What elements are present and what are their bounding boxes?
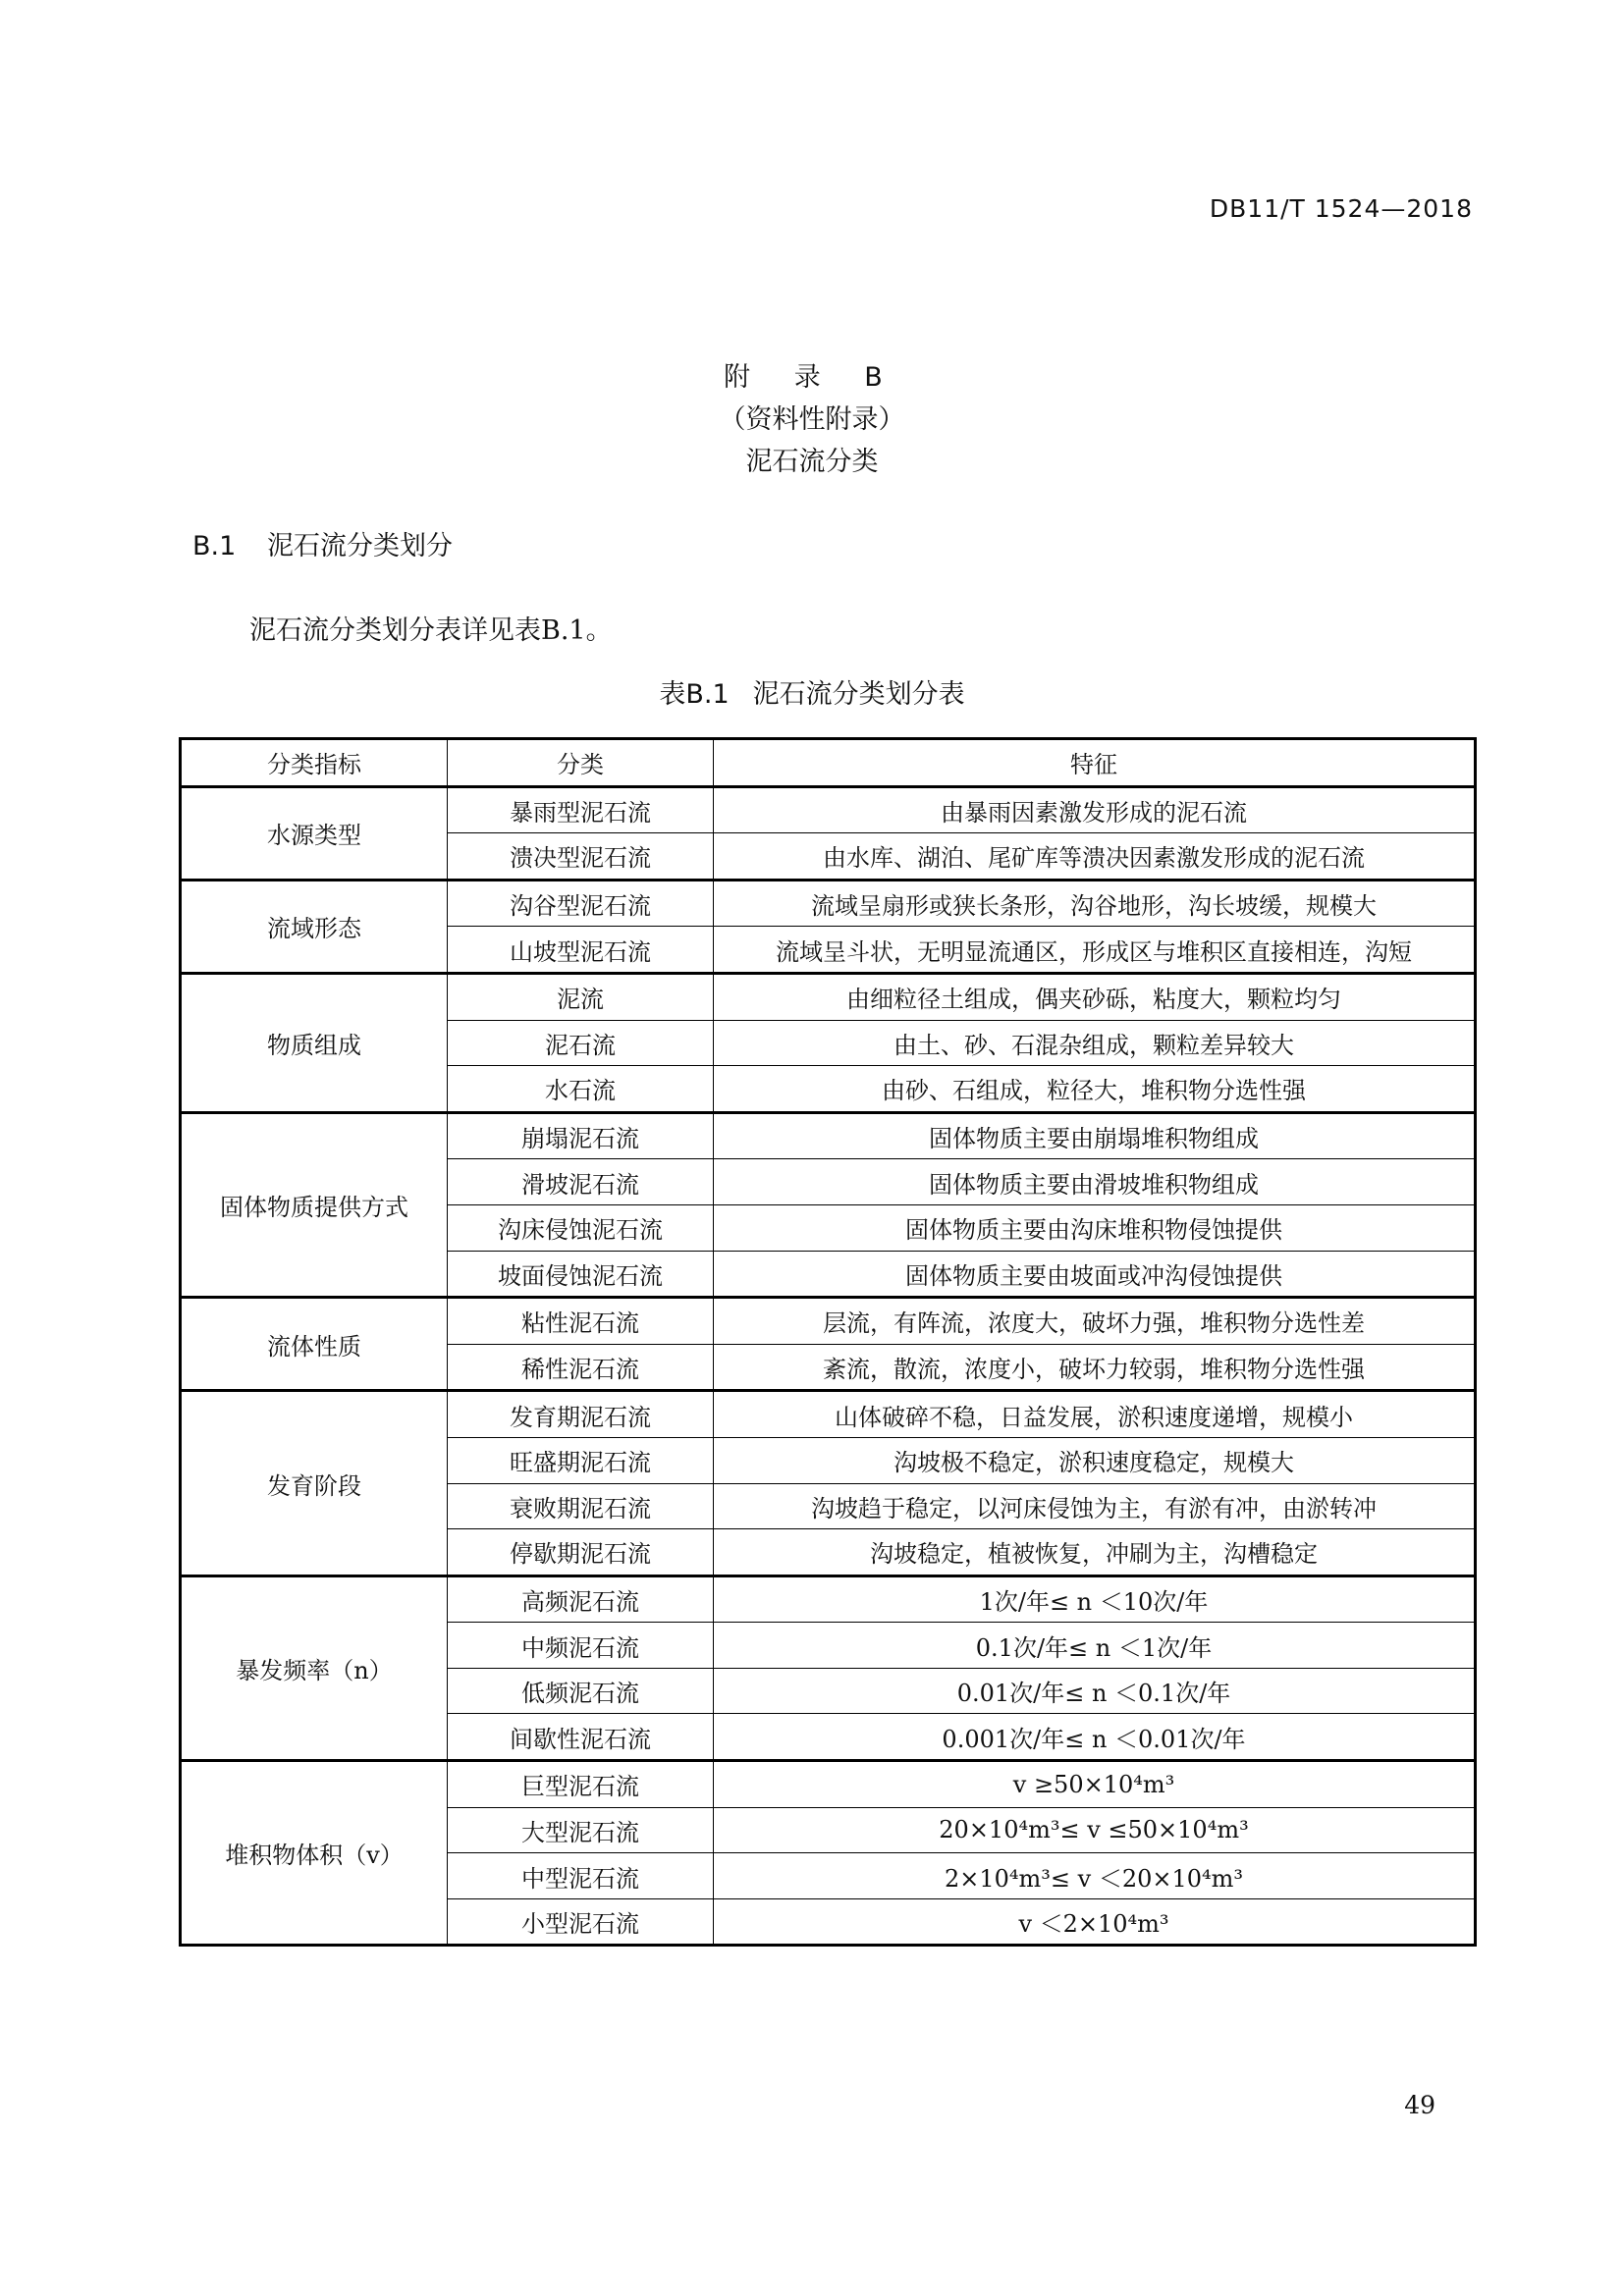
cell-type: 泥石流 xyxy=(448,1020,714,1066)
cell-feature: v ＜2×10⁴m³ xyxy=(714,1898,1476,1946)
cell-feature: 由细粒径土组成，偶夹砂砾，粘度大，颗粒均匀 xyxy=(714,973,1476,1020)
cell-feature: 沟坡极不稳定，淤积速度稳定，规模大 xyxy=(714,1437,1476,1483)
cell-feature: 由土、砂、石混杂组成，颗粒差异较大 xyxy=(714,1020,1476,1066)
cell-indicator: 发育阶段 xyxy=(181,1391,448,1575)
cell-type: 沟谷型泥石流 xyxy=(448,880,714,927)
cell-type: 高频泥石流 xyxy=(448,1575,714,1623)
cell-type: 山坡型泥石流 xyxy=(448,927,714,974)
cell-feature: 固体物质主要由滑坡堆积物组成 xyxy=(714,1159,1476,1205)
cell-feature: 层流，有阵流，浓度大，破坏力强，堆积物分选性差 xyxy=(714,1298,1476,1345)
cell-type: 水石流 xyxy=(448,1066,714,1113)
table-row xyxy=(181,786,1476,833)
cell-feature: 沟坡稳定，植被恢复，冲刷为主，沟槽稳定 xyxy=(714,1529,1476,1576)
cell-indicator: 固体物质提供方式 xyxy=(181,1112,448,1297)
cell-feature: 0.01次/年≤ n ＜0.1次/年 xyxy=(714,1668,1476,1714)
table-caption xyxy=(0,672,1624,711)
cell-type: 小型泥石流 xyxy=(448,1898,714,1946)
cell-type: 大型泥石流 xyxy=(448,1807,714,1853)
cell-type: 低频泥石流 xyxy=(448,1668,714,1714)
cell-feature: 流域呈扇形或狭长条形，沟谷地形，沟长坡缓，规模大 xyxy=(714,880,1476,927)
cell-type: 中频泥石流 xyxy=(448,1623,714,1669)
cell-feature: 固体物质主要由坡面或冲沟侵蚀提供 xyxy=(714,1251,1476,1298)
cell-type: 发育期泥石流 xyxy=(448,1391,714,1438)
cell-feature: 紊流，散流，浓度小，破坏力较弱，堆积物分选性强 xyxy=(714,1344,1476,1391)
cell-feature: 1次/年≤ n ＜10次/年 xyxy=(714,1575,1476,1623)
cell-type: 暴雨型泥石流 xyxy=(448,786,714,833)
section-number: B.1 xyxy=(192,531,237,561)
cell-type: 沟床侵蚀泥石流 xyxy=(448,1204,714,1251)
cell-indicator: 流域形态 xyxy=(181,880,448,973)
table-row xyxy=(181,1298,1476,1345)
cell-type: 崩塌泥石流 xyxy=(448,1112,714,1159)
cell-feature: 固体物质主要由崩塌堆积物组成 xyxy=(714,1112,1476,1159)
table-row xyxy=(181,1575,1476,1623)
cell-feature: 由砂、石组成，粒径大，堆积物分选性强 xyxy=(714,1066,1476,1113)
cell-type: 粘性泥石流 xyxy=(448,1298,714,1345)
table-caption-number: 表B.1 xyxy=(659,679,730,710)
cell-feature: 由水库、湖泊、尾矿库等溃决因素激发形成的泥石流 xyxy=(714,833,1476,881)
table-row xyxy=(181,1112,1476,1159)
table-caption-title: 泥石流分类划分表 xyxy=(752,679,965,710)
table-body xyxy=(181,786,1476,1946)
cell-indicator: 流体性质 xyxy=(181,1298,448,1391)
cell-feature: 0.1次/年≤ n ＜1次/年 xyxy=(714,1623,1476,1669)
cell-type: 巨型泥石流 xyxy=(448,1761,714,1808)
cell-type: 旺盛期泥石流 xyxy=(448,1437,714,1483)
cell-feature: 沟坡趋于稳定，以河床侵蚀为主，有淤有冲，由淤转冲 xyxy=(714,1483,1476,1529)
cell-feature: 由暴雨因素激发形成的泥石流 xyxy=(714,786,1476,833)
cell-feature: 流域呈斗状，无明显流通区，形成区与堆积区直接相连，沟短 xyxy=(714,927,1476,974)
cell-feature: 20×10⁴m³≤ v ≤50×10⁴m³ xyxy=(714,1807,1476,1853)
table-row xyxy=(181,1761,1476,1808)
cell-type: 溃决型泥石流 xyxy=(448,833,714,881)
cell-indicator: 水源类型 xyxy=(181,786,448,880)
cell-type: 停歇期泥石流 xyxy=(448,1529,714,1576)
cell-type: 衰败期泥石流 xyxy=(448,1483,714,1529)
cell-type: 滑坡泥石流 xyxy=(448,1159,714,1205)
table-row xyxy=(181,1391,1476,1438)
cell-type: 泥流 xyxy=(448,973,714,1020)
page-number: 49 xyxy=(1404,2091,1435,2119)
cell-feature: v ≥50×10⁴m³ xyxy=(714,1761,1476,1808)
cell-type: 稀性泥石流 xyxy=(448,1344,714,1391)
cell-type: 中型泥石流 xyxy=(448,1853,714,1899)
classification-table xyxy=(179,737,1477,1947)
cell-type: 坡面侵蚀泥石流 xyxy=(448,1251,714,1298)
cell-type: 间歇性泥石流 xyxy=(448,1714,714,1761)
section-intro: 泥石流分类划分表详见表B.1。 xyxy=(249,615,613,646)
section-title: 泥石流分类划分 xyxy=(267,531,453,561)
appendix-type: （资料性附录） xyxy=(719,404,905,435)
cell-indicator: 堆积物体积（v） xyxy=(181,1761,448,1946)
table-row xyxy=(181,880,1476,927)
header-indicator: 分类指标 xyxy=(181,739,448,787)
header-feature: 特征 xyxy=(714,739,1476,787)
cell-feature: 2×10⁴m³≤ v ＜20×10⁴m³ xyxy=(714,1853,1476,1899)
cell-indicator: 暴发频率（n） xyxy=(181,1575,448,1760)
standard-code: DB11/T 1524—2018 xyxy=(1209,194,1473,223)
section-heading xyxy=(192,524,453,562)
table-header-row xyxy=(181,739,1476,787)
cell-feature: 山体破碎不稳，日益发展，淤积速度递增，规模小 xyxy=(714,1391,1476,1438)
header-type: 分类 xyxy=(448,739,714,787)
table-row xyxy=(181,973,1476,1020)
appendix-name: 泥石流分类 xyxy=(745,447,879,477)
appendix-title: 附 录 B xyxy=(724,362,900,393)
cell-feature: 0.001次/年≤ n ＜0.01次/年 xyxy=(714,1714,1476,1761)
cell-indicator: 物质组成 xyxy=(181,973,448,1112)
cell-feature: 固体物质主要由沟床堆积物侵蚀提供 xyxy=(714,1204,1476,1251)
